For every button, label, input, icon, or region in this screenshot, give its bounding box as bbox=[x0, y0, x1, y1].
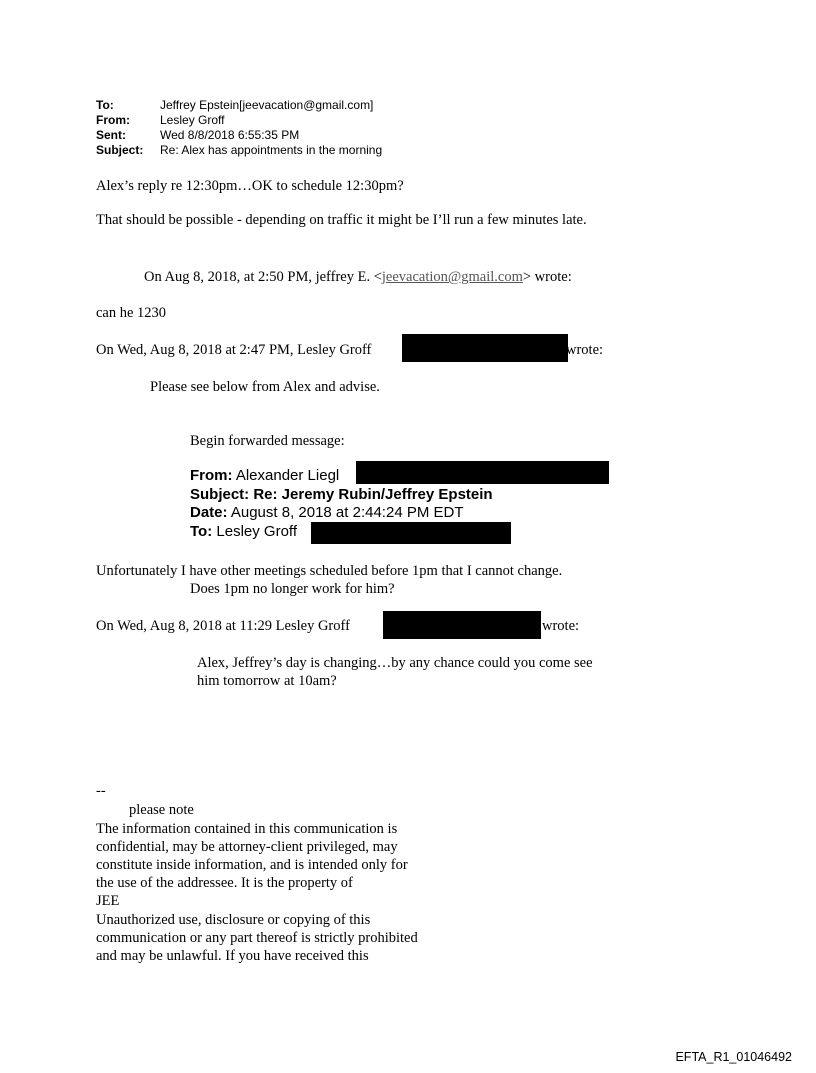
header-from-row bbox=[96, 112, 696, 128]
disclaimer-line: confidential, may be attorney-client privileged, may bbox=[96, 839, 398, 855]
header-from-value: Lesley Groff bbox=[160, 113, 225, 127]
signature-dashes: -- bbox=[96, 783, 106, 799]
forward-to-label: To: bbox=[190, 523, 213, 540]
body-line-7: Alex, Jeffrey’s day is changing…by any chance could you come see bbox=[197, 655, 593, 671]
quote-1-prefix: On Aug 8, 2018, at 2:50 PM, jeffrey E. < bbox=[144, 269, 382, 285]
quote-3-prefix: On Wed, Aug 8, 2018 at 11:29 Lesley Groff bbox=[96, 618, 350, 634]
forward-date-value: August 8, 2018 at 2:44:24 PM EDT bbox=[227, 504, 464, 521]
body-line-3: can he 1230 bbox=[96, 305, 167, 321]
disclaimer-line: Unauthorized use, disclosure or copying of this bbox=[96, 912, 371, 928]
quote-3-suffix: wrote: bbox=[542, 618, 580, 634]
header-sent-value: Wed 8/8/2018 6:55:35 PM bbox=[160, 128, 300, 142]
forward-from-value: Alexander Liegl bbox=[232, 467, 340, 484]
disclaimer-line: The information contained in this communication is bbox=[96, 821, 398, 837]
header-from-label: From: bbox=[96, 113, 130, 127]
header-to-value: Jeffrey Epstein[jeevacation@gmail.com] bbox=[160, 98, 374, 112]
email-header bbox=[96, 97, 696, 161]
disclaimer-line: the use of the addressee. It is the property of bbox=[96, 875, 353, 891]
header-subject-value: Re: Alex has appointments in the morning bbox=[160, 143, 383, 157]
email-link[interactable]: jeevacation@gmail.com bbox=[381, 269, 523, 285]
header-sent-label: Sent: bbox=[96, 128, 126, 142]
disclaimer-line: communication or any part thereof is strictly prohibited bbox=[96, 930, 418, 946]
document-id: EFTA_R1_01046492 bbox=[675, 1050, 792, 1064]
redaction-box bbox=[402, 334, 568, 362]
body-line-6: Does 1pm no longer work for him? bbox=[190, 581, 395, 597]
disclaimer-line: and may be unlawful. If you have received this bbox=[96, 948, 369, 964]
quote-2-suffix: wrote: bbox=[566, 342, 604, 358]
disclaimer-line: constitute inside information, and is intended only for bbox=[96, 857, 408, 873]
header-subject-label: Subject: bbox=[96, 143, 144, 157]
disclaimer-line: JEE bbox=[96, 893, 120, 909]
body-line-2: That should be possible - depending on traffic it might be I’ll run a few minutes late. bbox=[96, 212, 587, 228]
header-sent-row bbox=[96, 127, 696, 143]
forward-date-label: Date: bbox=[190, 504, 228, 521]
forward-from-label: From: bbox=[190, 467, 233, 484]
forward-intro: Begin forwarded message: bbox=[190, 433, 345, 449]
header-subject-row bbox=[96, 142, 696, 158]
redaction-box bbox=[356, 461, 609, 484]
redaction-box bbox=[383, 611, 541, 639]
forward-subject-row bbox=[190, 486, 493, 505]
header-to-row bbox=[96, 97, 696, 113]
forward-to-row bbox=[190, 523, 297, 542]
forward-to-value: Lesley Groff bbox=[212, 523, 297, 540]
body-line-8: him tomorrow at 10am? bbox=[197, 673, 337, 689]
forward-from-row bbox=[190, 467, 339, 486]
footer-note: please note bbox=[129, 802, 194, 818]
forward-date-row bbox=[190, 504, 464, 523]
body-line-1: Alex’s reply re 12:30pm…OK to schedule 12:30pm? bbox=[96, 178, 404, 194]
forward-subject-label: Subject: Re: Jeremy Rubin/Jeffrey Epstein bbox=[190, 486, 493, 503]
body-line-4: Please see below from Alex and advise. bbox=[150, 379, 380, 395]
quote-2-prefix: On Wed, Aug 8, 2018 at 2:47 PM, Lesley Groff bbox=[96, 342, 372, 358]
body-line-5: Unfortunately I have other meetings scheduled before 1pm that I cannot change. bbox=[96, 563, 563, 579]
header-to-label: To: bbox=[96, 98, 114, 112]
quote-1-header bbox=[144, 268, 572, 286]
redaction-box bbox=[311, 522, 511, 544]
quote-1-suffix: > wrote: bbox=[522, 269, 572, 285]
